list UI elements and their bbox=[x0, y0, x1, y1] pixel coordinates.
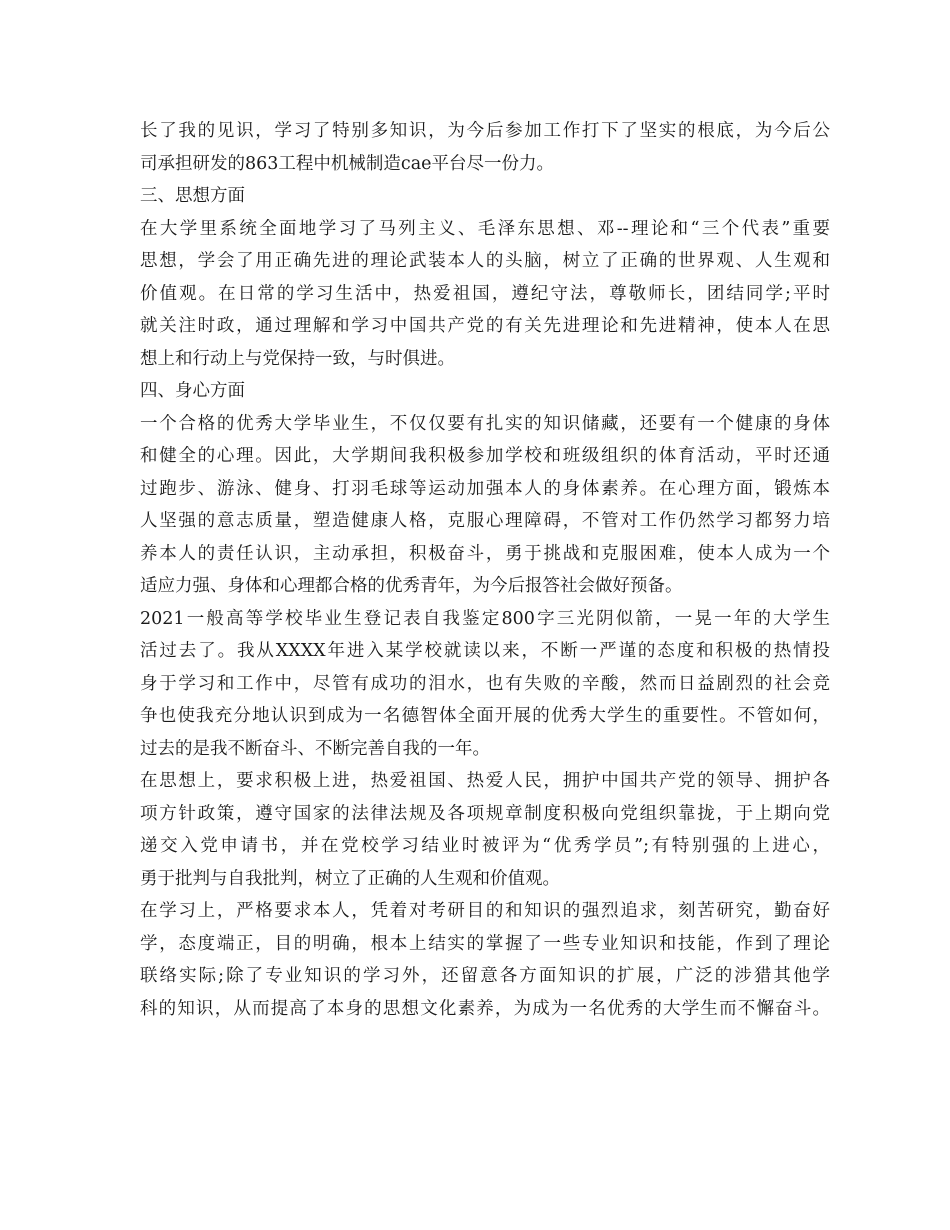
text-line: 想上和行动上与党保持一致，与时俱进。 bbox=[140, 348, 455, 369]
text-line: 身于学习和工作中，尽管有成功的泪水，也有失败的辛酸，然而日益剧烈的社会竞 bbox=[140, 673, 830, 694]
text-line: 学，态度端正，目的明确，根本上结实的掌握了一些专业知识和技能，作到了理论 bbox=[140, 933, 830, 954]
text-line: 争也使我充分地认识到成为一名德智体全面开展的优秀大学生的重要性。不管如何， bbox=[140, 706, 830, 726]
section-heading: 三、思想方面 bbox=[140, 186, 245, 206]
text-line: 在大学里系统全面地学习了马列主义、毛泽东思想、邓--理论和“三个代表”重要 bbox=[140, 218, 830, 239]
text-line: 养本人的责任认识，主动承担，积极奋斗，勇于挑战和克服困难，使本人成为一个 bbox=[140, 543, 830, 564]
text-line: 和健全的心理。因此，大学期间我积极参加学校和班级组织的体育活动，平时还通 bbox=[140, 446, 830, 466]
document-body bbox=[140, 115, 830, 1025]
text-line: 就关注时政，通过理解和学习中国共产党的有关先进理论和先进精神，使本人在思 bbox=[140, 316, 830, 336]
text-line: 过跑步、游泳、健身、打羽毛球等运动加强本人的身体素养。在心理方面，锻炼本 bbox=[140, 478, 830, 499]
text-line: 勇于批判与自我批判，树立了正确的人生观和价值观。 bbox=[140, 868, 560, 889]
text-line: 活过去了。我从XXXX年进入某学校就读以来，不断一严谨的态度和积极的热情投 bbox=[140, 641, 830, 661]
text-line: 过去的是我不断奋斗、不断完善自我的一年。 bbox=[140, 738, 490, 759]
section-heading: 四、身心方面 bbox=[140, 381, 245, 401]
text-line: 适应力强、身体和心理都合格的优秀青年，为今后报答社会做好预备。 bbox=[140, 576, 683, 596]
text-line: 一个合格的优秀大学毕业生，不仅仅要有扎实的知识储藏，还要有一个健康的身体 bbox=[140, 413, 830, 434]
text-line: 价值观。在日常的学习生活中，热爱祖国，遵纪守法，尊敬师长，团结同学;平时 bbox=[140, 283, 830, 304]
text-line: 项方针政策，遵守国家的法律法规及各项规章制度积极向党组织靠拢，于上期向党 bbox=[140, 803, 830, 824]
text-line: 2021一般高等学校毕业生登记表自我鉴定800字三光阴似箭，一晃一年的大学生 bbox=[140, 608, 830, 629]
text-line: 思想，学会了用正确先进的理论武装本人的头脑，树立了正确的世界观、人生观和 bbox=[140, 251, 830, 271]
text-line: 在思想上，要求积极上进，热爱祖国、热爱人民，拥护中国共产党的领导、拥护各 bbox=[140, 771, 830, 791]
text-line: 递交入党申请书，并在党校学习结业时被评为“优秀学员”;有特别强的上进心， bbox=[140, 836, 830, 856]
text-line: 人坚强的意志质量，塑造健康人格，克服心理障碍，不管对工作仍然学习都努力培 bbox=[140, 511, 830, 531]
text-line: 在学习上，严格要求本人，凭着对考研目的和知识的强烈追求，刻苦研究，勤奋好 bbox=[140, 901, 830, 921]
text-line: 长了我的见识，学习了特别多知识，为今后参加工作打下了坚实的根底，为今后公 bbox=[140, 121, 830, 141]
text-line: 司承担研发的863工程中机械制造cae平台尽一份力。 bbox=[140, 153, 554, 174]
text-line: 联络实际;除了专业知识的学习外，还留意各方面知识的扩展，广泛的涉猎其他学 bbox=[140, 966, 830, 986]
text-line: 科的知识，从而提高了本身的思想文化素养，为成为一名优秀的大学生而不懈奋斗。 bbox=[140, 998, 830, 1019]
